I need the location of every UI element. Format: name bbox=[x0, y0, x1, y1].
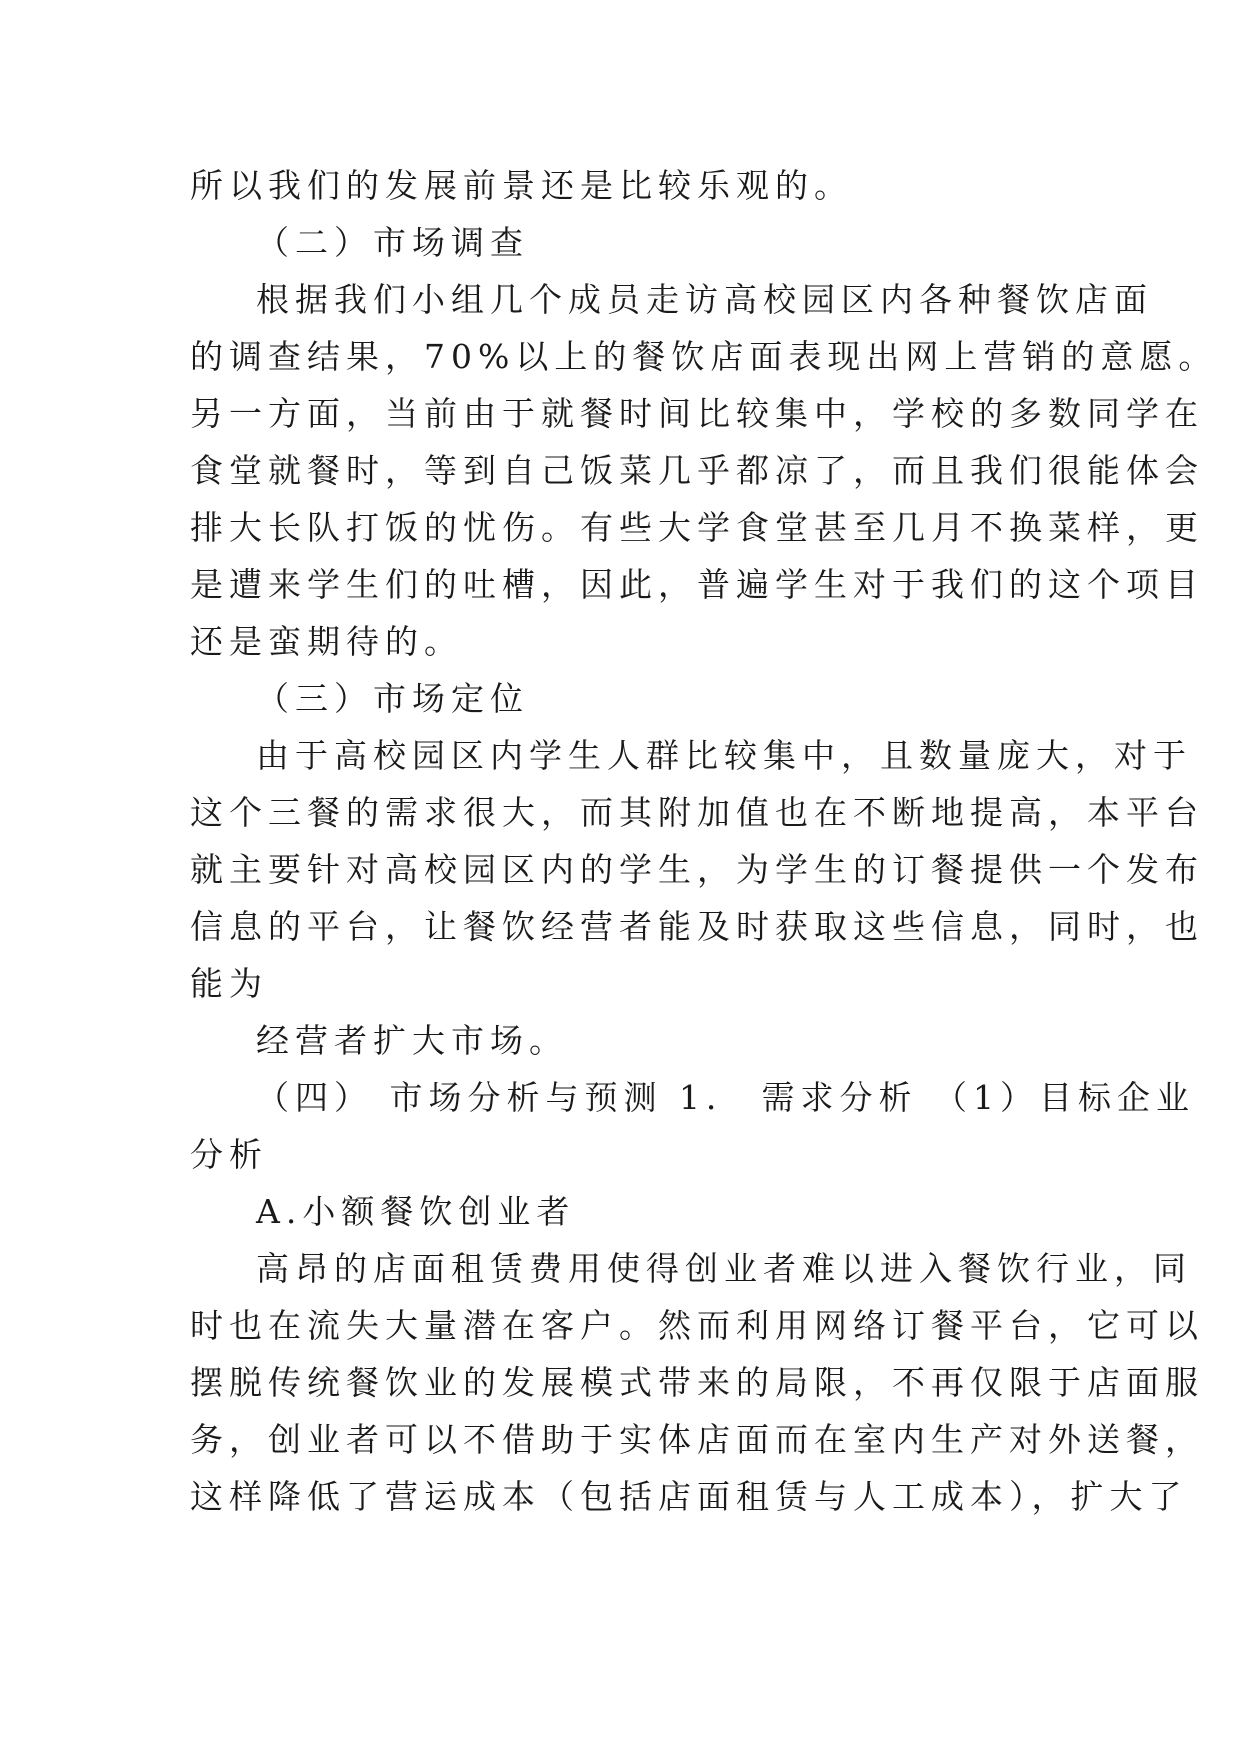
text-line: 食堂就餐时，等到自己饭菜几乎都凉了，而且我们很能体会 bbox=[190, 451, 1204, 490]
text-line: 分析 bbox=[190, 1135, 268, 1174]
text-line: 由于高校园区内学生人群比较集中，且数量庞大，对于 bbox=[256, 736, 1192, 775]
text-line: 高昂的店面租赁费用使得创业者难以进入餐饮行业，同 bbox=[256, 1249, 1192, 1288]
section-heading-market-survey: （二）市场调查 bbox=[256, 223, 529, 262]
text-line: 另一方面，当前由于就餐时间比较集中，学校的多数同学在 bbox=[190, 394, 1204, 433]
text-line: 务，创业者可以不借助于实体店面而在室内生产对外送餐， bbox=[190, 1420, 1204, 1459]
text-line: 信息的平台，让餐饮经营者能及时获取这些信息，同时，也 bbox=[190, 907, 1204, 946]
text-line: 的调查结果，70%以上的餐饮店面表现出网上营销的意愿。 bbox=[190, 337, 1218, 376]
text-line: 时也在流失大量潜在客户。然而利用网络订餐平台，它可以 bbox=[190, 1306, 1204, 1345]
text-line: 所以我们的发展前景还是比较乐观的。 bbox=[190, 166, 853, 205]
text-line: 还是蛮期待的。 bbox=[190, 622, 463, 661]
text-line: 经营者扩大市场。 bbox=[256, 1021, 568, 1060]
section-heading-market-analysis: （四） 市场分析与预测 1． 需求分析 （1）目标企业 bbox=[256, 1078, 1195, 1117]
text-line: 排大长队打饭的忧伤。有些大学食堂甚至几月不换菜样，更 bbox=[190, 508, 1204, 547]
text-line: 这个三餐的需求很大，而其附加值也在不断地提高，本平台 bbox=[190, 793, 1204, 832]
section-heading-market-positioning: （三）市场定位 bbox=[256, 679, 529, 718]
text-line: 这样降低了营运成本（包括店面租赁与人工成本），扩大了 bbox=[190, 1477, 1188, 1516]
text-line: 能为 bbox=[190, 964, 268, 1003]
text-line: 摆脱传统餐饮业的发展模式带来的局限，不再仅限于店面服 bbox=[190, 1363, 1204, 1402]
text-line: 根据我们小组几个成员走访高校园区内各种餐饮店面 bbox=[256, 280, 1153, 319]
text-line: 是遭来学生们的吐槽，因此，普遍学生对于我们的这个项目 bbox=[190, 565, 1204, 604]
subheading-small-caterers: A.小额餐饮创业者 bbox=[256, 1192, 576, 1231]
text-line: 就主要针对高校园区内的学生，为学生的订餐提供一个发布 bbox=[190, 850, 1204, 889]
